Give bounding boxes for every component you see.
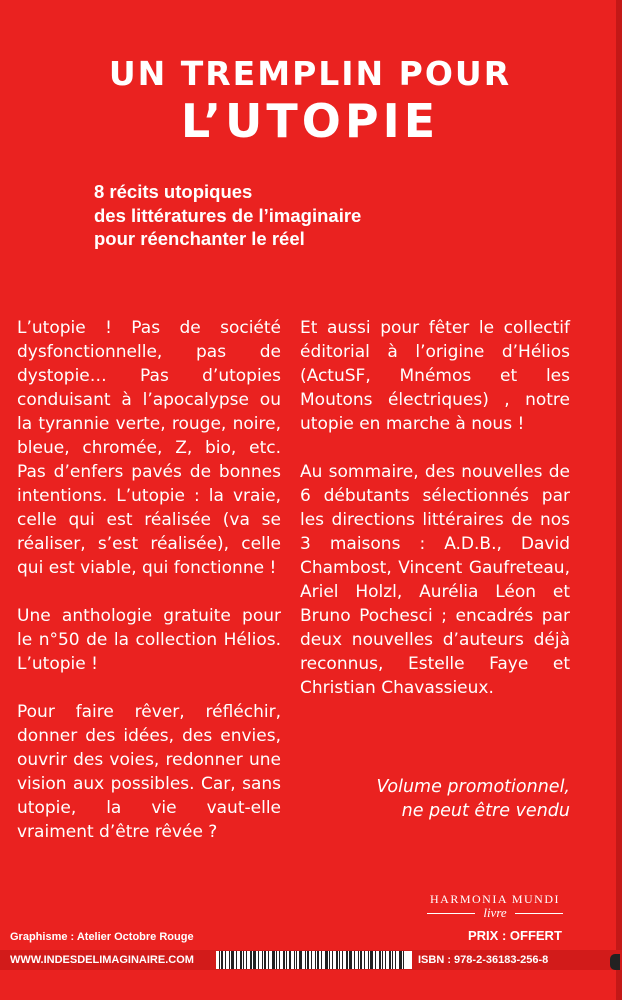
barcode-bar [219, 951, 220, 969]
barcode-bar [317, 951, 319, 969]
design-credits: Graphisme : Atelier Octobre Rouge [10, 931, 194, 943]
barcode-bar [286, 951, 287, 969]
barcode-bar [354, 951, 355, 969]
right-paragraph-2: Au sommaire, des nouvelles de 6 débutants sélectionnés par les directions littéraires de nos 3 maisons : A.D.B., David Chambost, Vincent Gaufreteau, Ariel Holzl, Aurélia Léon et Bruno Pochesci ; encadrés par deux nouvelles d’auteurs déjà reconnus, Estelle Faye et Christian Chavassieux. [300, 462, 570, 698]
barcode-bar [253, 951, 256, 969]
barcode-bar [349, 951, 352, 969]
barcode-bar [311, 951, 312, 969]
corner-mark [610, 954, 620, 970]
promo-line-1: Volume promotionnel, [376, 777, 570, 797]
barcode-bar [382, 951, 383, 969]
right-column [300, 316, 570, 724]
left-paragraph-1: L’utopie ! Pas de société dysfonctionnelle, pas de dystopie… Pas d’utopies conduisant à l’apocalypse ou la tyrannie verte, rouge, noire, bleue, chromée, Z, bio, etc. Pas d’enfers pavés de bonnes intentions. L’utopie : la vraie, celle qui est réalisée (va se réaliser, s’est réalisée), celle qui est viable, qui fonctionne ! [17, 318, 281, 578]
barcode-bar [289, 951, 291, 969]
barcode-bar [307, 951, 309, 969]
right-paragraph-1: Et aussi pour fêter le collectif éditorial à l’origine d’Hélios (ActuSF, Mnémos et les Moutons électriques) , notre utopie en marche à nous ! [300, 318, 570, 434]
barcode-bar [279, 951, 280, 969]
barcode-bar [332, 951, 333, 969]
isbn-label: ISBN : 978-2-36183-256-8 [418, 954, 549, 966]
barcode-bar [358, 951, 359, 969]
price-label: PRIX : OFFERT [468, 928, 562, 943]
barcode-bar [243, 951, 244, 969]
title-line-2: L’UTOPIE [180, 94, 440, 148]
barcode-bar [315, 951, 316, 969]
barcode-bar [395, 951, 396, 969]
barcode-bar [342, 951, 343, 969]
barcode-bar [368, 951, 369, 969]
barcode-bar [240, 951, 242, 969]
subtitle-line-3: pour réenchanter le réel [94, 228, 305, 249]
barcode-bar [272, 951, 275, 969]
subtitle-line-1: 8 récits utopiques [94, 181, 253, 202]
barcode-bar [392, 951, 393, 969]
left-paragraph-3: Pour faire rêver, réfléchir, donner des idées, des envies, ouvrir des voies, redonner une vision aux possibles. Car, sans utopie, la vie vaut-elle vraiment d’être rêvée ? [17, 702, 281, 842]
barcode-bar [385, 951, 386, 969]
website-link[interactable]: WWW.INDESDELIMAGINAIRE.COM [10, 954, 194, 966]
barcode [216, 951, 412, 969]
barcode-bar [370, 951, 373, 969]
barcode-bar [321, 951, 322, 969]
subtitle-line-2: des littératures de l’imaginaire [94, 204, 362, 226]
left-paragraph-2: Une anthologie gratuite pour le n°50 de la collection Hélios. L’utopie ! [17, 606, 281, 674]
barcode-bar [221, 951, 223, 969]
barcode-bar [229, 951, 230, 969]
barcode-bar [399, 951, 402, 969]
logo-sub: livre [483, 905, 507, 920]
title-line-1: UN TREMPLIN POUR [108, 54, 512, 93]
cover-subtitle [94, 180, 454, 251]
distributor-logo [415, 892, 575, 926]
barcode-bar [225, 951, 226, 969]
barcode-bar [276, 951, 277, 969]
barcode-bar [305, 951, 306, 969]
barcode-bar [346, 951, 348, 969]
left-column [17, 316, 281, 868]
promo-line-2: ne peut être vendu [401, 801, 570, 821]
barcode-bar [329, 951, 330, 969]
barcode-bar [264, 951, 266, 969]
barcode-bar [262, 951, 263, 969]
barcode-bar [231, 951, 234, 969]
logo-rule-left [427, 913, 475, 914]
barcode-bar [299, 951, 302, 969]
barcode-bar [296, 951, 297, 969]
barcode-bar [360, 951, 362, 969]
logo-rule-right [515, 913, 563, 914]
barcode-bar [283, 951, 285, 969]
barcode-bar [250, 951, 252, 969]
barcode-bar [389, 951, 391, 969]
barcode-bar [379, 951, 381, 969]
barcode-bar [236, 951, 237, 969]
logo-brand: HARMONIA MUNDI [429, 892, 560, 906]
barcode-bar [403, 951, 404, 969]
barcode-bar [339, 951, 340, 969]
cover-edge [616, 0, 622, 1000]
barcode-bar [336, 951, 338, 969]
barcode-bar [325, 951, 328, 969]
barcode-bar [258, 951, 259, 969]
promo-notice [330, 775, 570, 823]
barcode-bar [246, 951, 247, 969]
barcode-bar [268, 951, 269, 969]
barcode-bar [375, 951, 376, 969]
barcode-bar [364, 951, 365, 969]
cover-title [80, 54, 540, 148]
barcode-bar [294, 951, 295, 969]
